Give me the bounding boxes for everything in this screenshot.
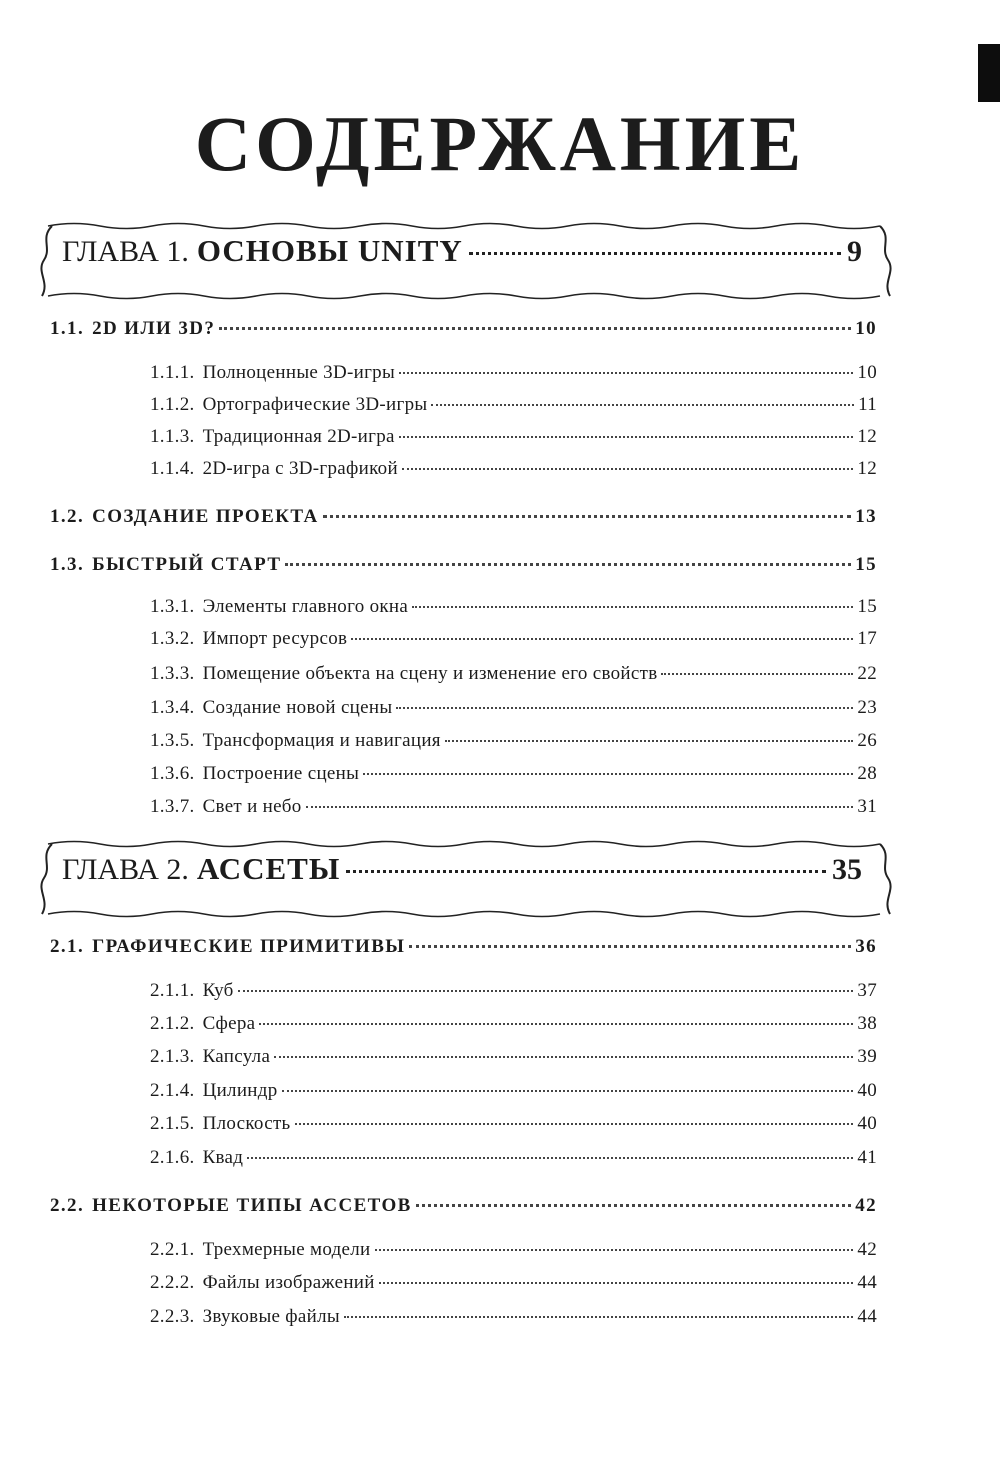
page-number: 17 bbox=[857, 628, 877, 649]
section-number: 1.1. bbox=[50, 318, 85, 339]
dot-leader bbox=[247, 1157, 853, 1159]
subsection-number: 1.1.2. bbox=[150, 394, 195, 415]
subsection-title: Свет и небо bbox=[202, 796, 302, 817]
toc-subsection-row[interactable] bbox=[150, 628, 877, 650]
section-title: 2D ИЛИ 3D? bbox=[92, 318, 216, 339]
section-number: 2.1. bbox=[50, 936, 85, 957]
subsection-number: 2.1.2. bbox=[150, 1013, 195, 1034]
toc-subsection-row[interactable] bbox=[150, 596, 877, 618]
dot-leader bbox=[344, 1316, 853, 1318]
page-number: 10 bbox=[855, 318, 877, 339]
dot-leader bbox=[399, 436, 854, 438]
toc-subsection-row[interactable] bbox=[150, 458, 877, 480]
dot-leader bbox=[282, 1090, 854, 1092]
toc-subsection-row[interactable] bbox=[150, 1147, 877, 1169]
toc-subsection-row[interactable] bbox=[150, 1113, 877, 1135]
page-number: 10 bbox=[857, 362, 877, 383]
subsection-title: Элементы главного окна bbox=[202, 596, 409, 617]
dot-leader bbox=[259, 1023, 853, 1025]
subsection-title: Трансформация и навигация bbox=[202, 730, 441, 751]
subsection-number: 2.1.4. bbox=[150, 1080, 195, 1101]
chapter-page-number: 35 bbox=[832, 853, 862, 886]
page-number: 15 bbox=[855, 554, 877, 575]
page-number: 12 bbox=[857, 458, 877, 479]
subsection-number: 2.1.1. bbox=[150, 980, 195, 1001]
page-number: 28 bbox=[857, 763, 877, 784]
subsection-number: 1.1.4. bbox=[150, 458, 195, 479]
subsection-title: Полноценные 3D-игры bbox=[202, 362, 396, 383]
subsection-title: Традиционная 2D-игра bbox=[202, 426, 395, 447]
toc-subsection-row[interactable] bbox=[150, 426, 877, 448]
subsection-number: 2.1.5. bbox=[150, 1113, 195, 1134]
dot-leader bbox=[469, 252, 841, 255]
dot-leader bbox=[379, 1282, 854, 1284]
dot-leader bbox=[295, 1123, 854, 1125]
toc-section-row[interactable] bbox=[50, 506, 877, 528]
toc-section-row[interactable] bbox=[50, 936, 877, 958]
dot-leader bbox=[399, 372, 853, 374]
page-number: 38 bbox=[857, 1013, 877, 1034]
dot-leader bbox=[285, 563, 851, 566]
toc-subsection-row[interactable] bbox=[150, 362, 877, 384]
subsection-title: Трехмерные модели bbox=[202, 1239, 371, 1260]
subsection-title: Создание новой сцены bbox=[202, 697, 393, 718]
dot-leader bbox=[445, 740, 854, 742]
dot-leader bbox=[238, 990, 854, 992]
toc-section-row[interactable] bbox=[50, 1195, 877, 1217]
toc-subsection-row[interactable] bbox=[150, 980, 877, 1002]
page-number: 42 bbox=[857, 1239, 877, 1260]
subsection-title: Сфера bbox=[202, 1013, 256, 1034]
toc-section-row[interactable] bbox=[50, 318, 877, 340]
subsection-title: Плоскость bbox=[202, 1113, 291, 1134]
chapter-title[interactable]: ОСНОВЫ UNITY bbox=[196, 233, 463, 268]
subsection-number: 1.3.2. bbox=[150, 628, 195, 649]
subsection-title: Звуковые файлы bbox=[202, 1306, 340, 1327]
dot-leader bbox=[396, 707, 853, 709]
subsection-title: Файлы изображений bbox=[202, 1272, 375, 1293]
toc-subsection-row[interactable] bbox=[150, 1046, 877, 1068]
subsection-number: 2.2.3. bbox=[150, 1306, 195, 1327]
page-number: 40 bbox=[857, 1080, 877, 1101]
subsection-title: Капсула bbox=[202, 1046, 271, 1067]
dot-leader bbox=[351, 638, 853, 640]
page-number: 39 bbox=[857, 1046, 877, 1067]
page-number: 22 bbox=[857, 663, 877, 684]
page-number: 26 bbox=[857, 730, 877, 751]
page-number: 44 bbox=[857, 1272, 877, 1293]
toc-subsection-row[interactable] bbox=[150, 1239, 877, 1261]
subsection-number: 2.1.6. bbox=[150, 1147, 195, 1168]
section-title: НЕКОТОРЫЕ ТИПЫ АССЕТОВ bbox=[92, 1195, 412, 1216]
subsection-number: 1.1.1. bbox=[150, 362, 195, 383]
page-number: 23 bbox=[857, 697, 877, 718]
subsection-title: Ортографические 3D-игры bbox=[202, 394, 428, 415]
toc-subsection-row[interactable] bbox=[150, 796, 877, 818]
subsection-number: 1.3.4. bbox=[150, 697, 195, 718]
toc-subsection-row[interactable] bbox=[150, 394, 877, 416]
section-title: СОЗДАНИЕ ПРОЕКТА bbox=[92, 506, 319, 527]
subsection-number: 1.3.6. bbox=[150, 763, 195, 784]
page-number: 42 bbox=[855, 1195, 877, 1216]
subsection-number: 1.3.5. bbox=[150, 730, 195, 751]
section-number: 1.3. bbox=[50, 554, 85, 575]
page-edge-tab bbox=[978, 44, 1000, 102]
page-number: 15 bbox=[857, 596, 877, 617]
toc-subsection-row[interactable] bbox=[150, 1013, 877, 1035]
dot-leader bbox=[402, 468, 853, 470]
toc-subsection-row[interactable] bbox=[150, 663, 877, 685]
chapter-title[interactable]: АССЕТЫ bbox=[196, 851, 341, 886]
subsection-number: 1.3.1. bbox=[150, 596, 195, 617]
subsection-number: 1.3.7. bbox=[150, 796, 195, 817]
dot-leader bbox=[323, 515, 852, 518]
chapter-1-banner bbox=[34, 220, 894, 302]
subsection-title: Импорт ресурсов bbox=[202, 628, 348, 649]
toc-subsection-row[interactable] bbox=[150, 1080, 877, 1102]
page-title: СОДЕРЖАНИЕ bbox=[194, 100, 806, 187]
dot-leader bbox=[274, 1056, 853, 1058]
toc-subsection-row[interactable] bbox=[150, 1272, 877, 1294]
dot-leader bbox=[346, 870, 826, 873]
subsection-title: Квад bbox=[202, 1147, 244, 1168]
chapter-label: ГЛАВА 1. bbox=[62, 235, 189, 268]
subsection-title: Построение сцены bbox=[202, 763, 360, 784]
subsection-title: Цилиндр bbox=[202, 1080, 278, 1101]
dot-leader bbox=[661, 673, 853, 675]
page-number: 31 bbox=[857, 796, 877, 817]
section-number: 1.2. bbox=[50, 506, 85, 527]
dot-leader bbox=[363, 773, 853, 775]
chapter-page-number: 9 bbox=[847, 235, 862, 268]
subsection-number: 2.2.2. bbox=[150, 1272, 195, 1293]
toc-subsection-row[interactable] bbox=[150, 697, 877, 719]
dot-leader bbox=[416, 1204, 851, 1207]
section-title: БЫСТРЫЙ СТАРТ bbox=[92, 554, 282, 575]
subsection-number: 1.3.3. bbox=[150, 663, 195, 684]
dot-leader bbox=[412, 606, 853, 608]
subsection-title: Помещение объекта на сцену и изменение его свойств bbox=[202, 663, 658, 684]
subsection-number: 2.2.1. bbox=[150, 1239, 195, 1260]
page-number: 11 bbox=[858, 394, 877, 415]
page-number: 12 bbox=[857, 426, 877, 447]
dot-leader bbox=[306, 806, 854, 808]
dot-leader bbox=[219, 327, 851, 330]
subsection-number: 2.1.3. bbox=[150, 1046, 195, 1067]
page-number: 44 bbox=[857, 1306, 877, 1327]
dot-leader bbox=[431, 404, 854, 406]
dot-leader bbox=[375, 1249, 854, 1251]
page-number: 40 bbox=[857, 1113, 877, 1134]
page-number: 36 bbox=[855, 936, 877, 957]
subsection-number: 1.1.3. bbox=[150, 426, 195, 447]
dot-leader bbox=[409, 945, 851, 948]
page-number: 37 bbox=[857, 980, 877, 1001]
subsection-title: Куб bbox=[202, 980, 234, 1001]
toc-subsection-row[interactable] bbox=[150, 1306, 877, 1328]
page-number: 13 bbox=[855, 506, 877, 527]
chapter-2-banner bbox=[34, 838, 894, 920]
toc-subsection-row[interactable] bbox=[150, 730, 877, 752]
subsection-title: 2D-игра с 3D-графикой bbox=[202, 458, 398, 479]
chapter-label: ГЛАВА 2. bbox=[62, 853, 189, 886]
section-title: ГРАФИЧЕСКИЕ ПРИМИТИВЫ bbox=[92, 936, 406, 957]
page-number: 41 bbox=[857, 1147, 877, 1168]
toc-subsection-row[interactable] bbox=[150, 763, 877, 785]
toc-section-row[interactable] bbox=[50, 554, 877, 576]
section-number: 2.2. bbox=[50, 1195, 85, 1216]
